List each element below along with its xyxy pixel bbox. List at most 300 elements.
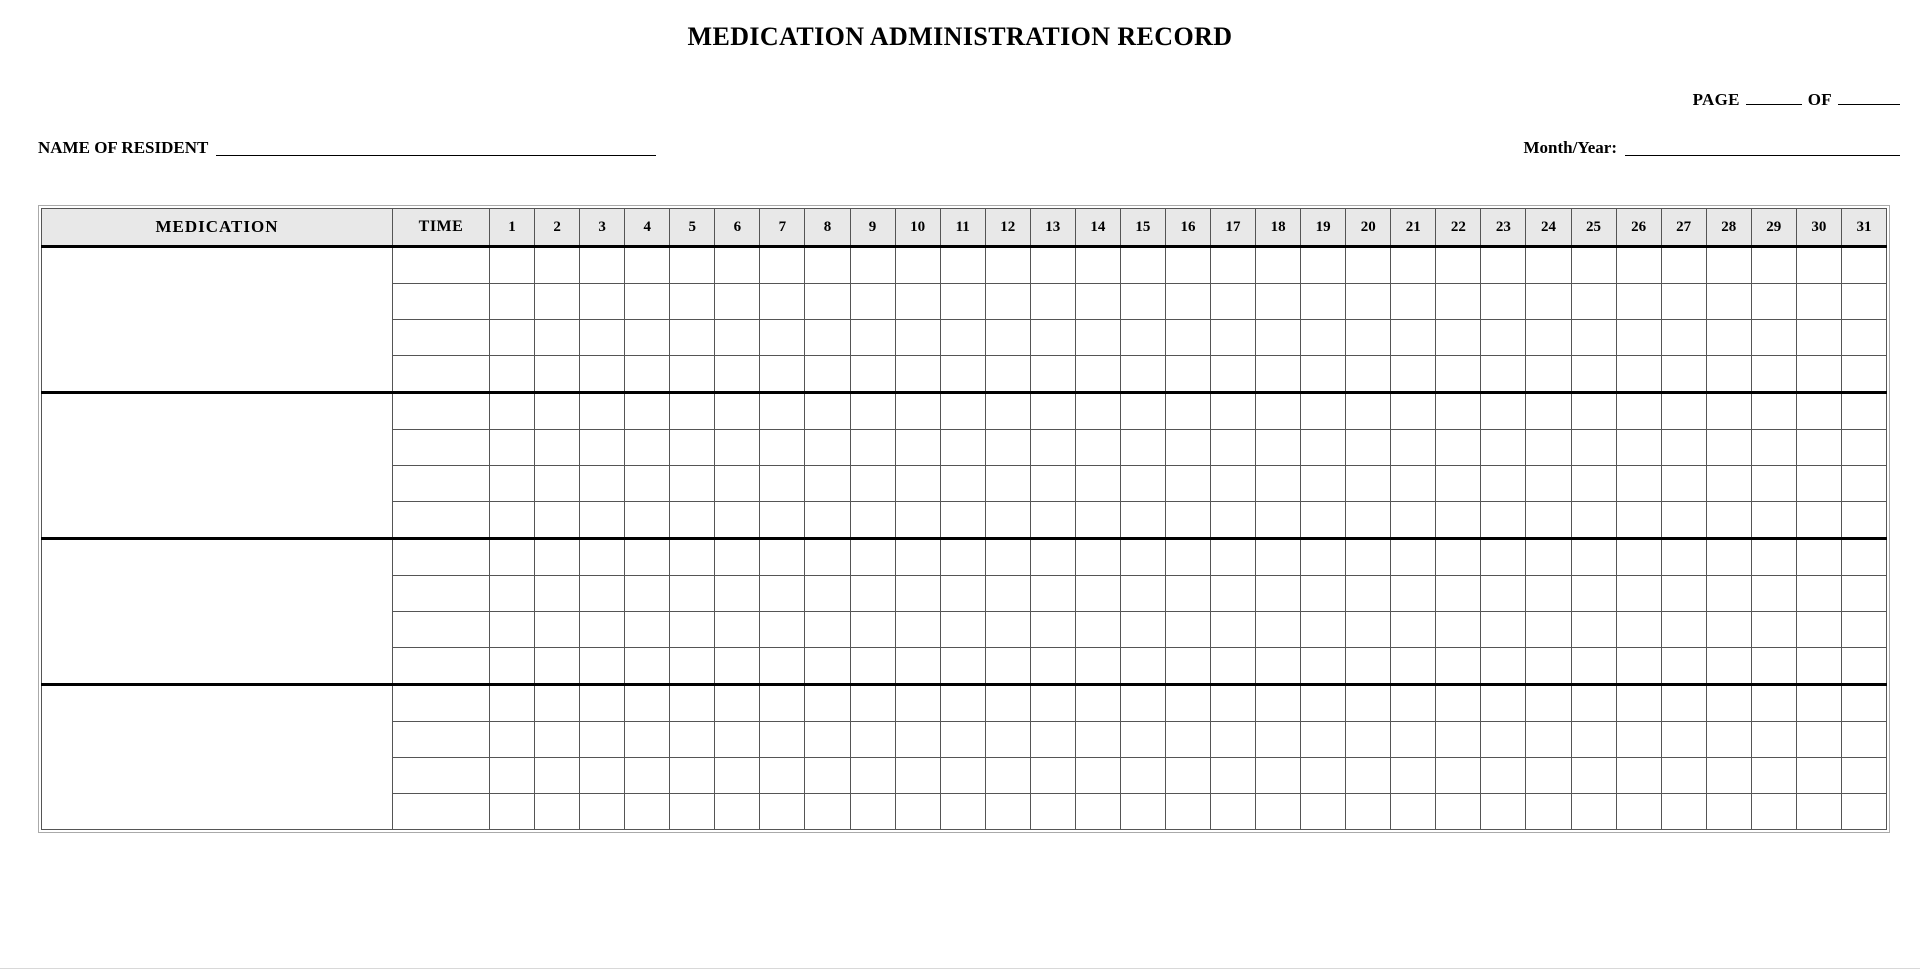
day-cell[interactable] [1346,393,1391,430]
day-cell[interactable] [1030,284,1075,320]
day-cell[interactable] [1211,320,1256,356]
day-cell[interactable] [760,320,805,356]
day-cell[interactable] [1211,539,1256,576]
day-cell[interactable] [1346,284,1391,320]
day-cell[interactable] [1481,758,1526,794]
day-cell[interactable] [805,758,850,794]
day-cell[interactable] [1165,320,1210,356]
day-cell[interactable] [1706,356,1751,393]
day-cell[interactable] [1256,356,1301,393]
day-cell[interactable] [1075,576,1120,612]
day-cell[interactable] [760,356,805,393]
day-cell[interactable] [985,393,1030,430]
day-cell[interactable] [1571,722,1616,758]
day-cell[interactable] [535,466,580,502]
day-cell[interactable] [1256,247,1301,284]
day-cell[interactable] [1301,612,1346,648]
day-cell[interactable] [1841,576,1886,612]
day-cell[interactable] [490,539,535,576]
day-cell[interactable] [1030,539,1075,576]
day-cell[interactable] [670,502,715,539]
day-cell[interactable] [985,794,1030,830]
day-cell[interactable] [1030,794,1075,830]
day-cell[interactable] [1301,320,1346,356]
day-cell[interactable] [670,539,715,576]
day-cell[interactable] [1165,356,1210,393]
day-cell[interactable] [1571,320,1616,356]
day-cell[interactable] [1616,356,1661,393]
day-cell[interactable] [1436,393,1481,430]
day-cell[interactable] [1301,393,1346,430]
day-cell[interactable] [1706,794,1751,830]
day-cell[interactable] [1301,794,1346,830]
day-cell[interactable] [1165,502,1210,539]
medication-name-cell[interactable] [42,685,393,830]
day-cell[interactable] [895,539,940,576]
day-cell[interactable] [1841,648,1886,685]
day-cell[interactable] [1256,393,1301,430]
day-cell[interactable] [1346,356,1391,393]
day-cell[interactable] [1796,685,1841,722]
day-cell[interactable] [850,758,895,794]
day-cell[interactable] [1030,612,1075,648]
day-cell[interactable] [1751,722,1796,758]
day-cell[interactable] [805,502,850,539]
day-cell[interactable] [1706,247,1751,284]
day-cell[interactable] [1030,356,1075,393]
day-cell[interactable] [1751,356,1796,393]
day-cell[interactable] [1436,466,1481,502]
day-cell[interactable] [1841,758,1886,794]
day-cell[interactable] [1661,320,1706,356]
day-cell[interactable] [895,794,940,830]
medication-name-cell[interactable] [42,393,393,539]
day-cell[interactable] [1075,393,1120,430]
day-cell[interactable] [1796,612,1841,648]
day-cell[interactable] [1571,393,1616,430]
day-cell[interactable] [490,685,535,722]
day-cell[interactable] [1211,648,1256,685]
day-cell[interactable] [1526,284,1571,320]
day-cell[interactable] [1301,247,1346,284]
day-cell[interactable] [895,612,940,648]
day-cell[interactable] [1616,794,1661,830]
day-cell[interactable] [1661,430,1706,466]
day-cell[interactable] [1030,648,1075,685]
day-cell[interactable] [715,393,760,430]
time-cell[interactable] [393,393,490,430]
day-cell[interactable] [535,320,580,356]
day-cell[interactable] [1571,356,1616,393]
day-cell[interactable] [1751,685,1796,722]
day-cell[interactable] [1526,430,1571,466]
day-cell[interactable] [1841,430,1886,466]
day-cell[interactable] [1481,502,1526,539]
day-cell[interactable] [625,722,670,758]
day-cell[interactable] [1075,430,1120,466]
day-cell[interactable] [1256,502,1301,539]
day-cell[interactable] [940,320,985,356]
day-cell[interactable] [715,430,760,466]
day-cell[interactable] [1301,502,1346,539]
page-number-field[interactable] [1746,103,1802,105]
day-cell[interactable] [895,284,940,320]
day-cell[interactable] [625,576,670,612]
day-cell[interactable] [1436,758,1481,794]
day-cell[interactable] [1661,576,1706,612]
day-cell[interactable] [1706,758,1751,794]
day-cell[interactable] [1661,685,1706,722]
day-cell[interactable] [1796,247,1841,284]
medication-name-cell[interactable] [42,539,393,685]
day-cell[interactable] [850,430,895,466]
day-cell[interactable] [490,284,535,320]
day-cell[interactable] [1256,722,1301,758]
day-cell[interactable] [985,758,1030,794]
day-cell[interactable] [715,539,760,576]
day-cell[interactable] [1346,320,1391,356]
day-cell[interactable] [1481,612,1526,648]
day-cell[interactable] [715,685,760,722]
day-cell[interactable] [940,356,985,393]
day-cell[interactable] [1481,466,1526,502]
day-cell[interactable] [1751,247,1796,284]
day-cell[interactable] [1571,612,1616,648]
day-cell[interactable] [580,320,625,356]
day-cell[interactable] [1796,502,1841,539]
day-cell[interactable] [985,430,1030,466]
day-cell[interactable] [1346,758,1391,794]
day-cell[interactable] [535,794,580,830]
day-cell[interactable] [1436,539,1481,576]
day-cell[interactable] [1436,685,1481,722]
day-cell[interactable] [985,685,1030,722]
day-cell[interactable] [1841,722,1886,758]
day-cell[interactable] [1346,612,1391,648]
day-cell[interactable] [580,393,625,430]
day-cell[interactable] [1526,539,1571,576]
day-cell[interactable] [1030,430,1075,466]
day-cell[interactable] [1661,356,1706,393]
time-cell[interactable] [393,576,490,612]
day-cell[interactable] [1165,576,1210,612]
day-cell[interactable] [1526,466,1571,502]
day-cell[interactable] [1436,612,1481,648]
day-cell[interactable] [940,612,985,648]
day-cell[interactable] [1841,284,1886,320]
day-cell[interactable] [1301,284,1346,320]
day-cell[interactable] [580,648,625,685]
day-cell[interactable] [490,247,535,284]
day-cell[interactable] [670,576,715,612]
day-cell[interactable] [1391,722,1436,758]
day-cell[interactable] [580,612,625,648]
day-cell[interactable] [670,393,715,430]
day-cell[interactable] [1706,466,1751,502]
day-cell[interactable] [985,284,1030,320]
day-cell[interactable] [850,612,895,648]
day-cell[interactable] [1616,612,1661,648]
day-cell[interactable] [1796,648,1841,685]
day-cell[interactable] [715,247,760,284]
day-cell[interactable] [1616,284,1661,320]
day-cell[interactable] [1120,539,1165,576]
time-cell[interactable] [393,685,490,722]
day-cell[interactable] [1571,466,1616,502]
day-cell[interactable] [1075,722,1120,758]
day-cell[interactable] [1616,320,1661,356]
day-cell[interactable] [1211,794,1256,830]
day-cell[interactable] [1706,430,1751,466]
day-cell[interactable] [850,722,895,758]
day-cell[interactable] [715,356,760,393]
day-cell[interactable] [1211,284,1256,320]
day-cell[interactable] [1075,320,1120,356]
time-cell[interactable] [393,539,490,576]
day-cell[interactable] [490,648,535,685]
day-cell[interactable] [1211,612,1256,648]
day-cell[interactable] [1211,758,1256,794]
day-cell[interactable] [1346,794,1391,830]
day-cell[interactable] [805,648,850,685]
day-cell[interactable] [1841,247,1886,284]
day-cell[interactable] [1616,466,1661,502]
day-cell[interactable] [1481,648,1526,685]
day-cell[interactable] [670,320,715,356]
day-cell[interactable] [1120,502,1165,539]
day-cell[interactable] [1436,356,1481,393]
day-cell[interactable] [1751,466,1796,502]
day-cell[interactable] [985,648,1030,685]
day-cell[interactable] [490,502,535,539]
day-cell[interactable] [760,648,805,685]
day-cell[interactable] [670,758,715,794]
day-cell[interactable] [940,794,985,830]
day-cell[interactable] [850,284,895,320]
day-cell[interactable] [1661,612,1706,648]
day-cell[interactable] [1120,685,1165,722]
day-cell[interactable] [940,466,985,502]
day-cell[interactable] [1165,430,1210,466]
day-cell[interactable] [1841,794,1886,830]
day-cell[interactable] [1571,685,1616,722]
day-cell[interactable] [1211,685,1256,722]
day-cell[interactable] [1796,430,1841,466]
day-cell[interactable] [535,539,580,576]
day-cell[interactable] [1751,284,1796,320]
day-cell[interactable] [1571,539,1616,576]
day-cell[interactable] [1481,430,1526,466]
day-cell[interactable] [805,466,850,502]
time-cell[interactable] [393,284,490,320]
day-cell[interactable] [760,284,805,320]
day-cell[interactable] [1030,758,1075,794]
day-cell[interactable] [1706,393,1751,430]
day-cell[interactable] [1256,430,1301,466]
day-cell[interactable] [940,247,985,284]
day-cell[interactable] [1481,393,1526,430]
day-cell[interactable] [1661,794,1706,830]
day-cell[interactable] [490,320,535,356]
day-cell[interactable] [490,794,535,830]
day-cell[interactable] [1436,430,1481,466]
day-cell[interactable] [625,430,670,466]
day-cell[interactable] [1075,758,1120,794]
day-cell[interactable] [1346,502,1391,539]
day-cell[interactable] [1075,685,1120,722]
day-cell[interactable] [895,356,940,393]
day-cell[interactable] [715,466,760,502]
day-cell[interactable] [1075,466,1120,502]
day-cell[interactable] [805,393,850,430]
day-cell[interactable] [1256,320,1301,356]
day-cell[interactable] [535,356,580,393]
day-cell[interactable] [625,794,670,830]
day-cell[interactable] [1120,320,1165,356]
day-cell[interactable] [805,722,850,758]
time-cell[interactable] [393,466,490,502]
day-cell[interactable] [805,430,850,466]
day-cell[interactable] [1301,430,1346,466]
day-cell[interactable] [715,794,760,830]
day-cell[interactable] [850,466,895,502]
day-cell[interactable] [490,722,535,758]
day-cell[interactable] [1571,758,1616,794]
day-cell[interactable] [1120,430,1165,466]
day-cell[interactable] [1481,284,1526,320]
day-cell[interactable] [1661,539,1706,576]
day-cell[interactable] [670,648,715,685]
day-cell[interactable] [625,284,670,320]
day-cell[interactable] [1165,284,1210,320]
day-cell[interactable] [1211,393,1256,430]
day-cell[interactable] [1796,393,1841,430]
day-cell[interactable] [805,539,850,576]
day-cell[interactable] [895,722,940,758]
day-cell[interactable] [1751,320,1796,356]
day-cell[interactable] [1706,320,1751,356]
day-cell[interactable] [760,393,805,430]
day-cell[interactable] [1256,576,1301,612]
day-cell[interactable] [1211,502,1256,539]
day-cell[interactable] [1030,722,1075,758]
day-cell[interactable] [490,430,535,466]
day-cell[interactable] [1436,794,1481,830]
day-cell[interactable] [1211,466,1256,502]
day-cell[interactable] [1571,502,1616,539]
day-cell[interactable] [535,393,580,430]
day-cell[interactable] [1256,758,1301,794]
day-cell[interactable] [1661,758,1706,794]
day-cell[interactable] [850,356,895,393]
day-cell[interactable] [1751,648,1796,685]
day-cell[interactable] [985,612,1030,648]
time-cell[interactable] [393,722,490,758]
day-cell[interactable] [715,758,760,794]
day-cell[interactable] [1391,576,1436,612]
day-cell[interactable] [1616,685,1661,722]
day-cell[interactable] [805,356,850,393]
day-cell[interactable] [1165,247,1210,284]
day-cell[interactable] [625,502,670,539]
day-cell[interactable] [760,685,805,722]
day-cell[interactable] [895,247,940,284]
day-cell[interactable] [805,794,850,830]
day-cell[interactable] [1571,247,1616,284]
day-cell[interactable] [1391,284,1436,320]
day-cell[interactable] [1706,502,1751,539]
day-cell[interactable] [850,539,895,576]
day-cell[interactable] [985,247,1030,284]
day-cell[interactable] [535,722,580,758]
day-cell[interactable] [1661,284,1706,320]
day-cell[interactable] [670,794,715,830]
day-cell[interactable] [1391,758,1436,794]
day-cell[interactable] [1120,576,1165,612]
month-year-field[interactable] [1625,154,1900,156]
day-cell[interactable] [1661,722,1706,758]
day-cell[interactable] [1120,794,1165,830]
day-cell[interactable] [1120,356,1165,393]
day-cell[interactable] [490,576,535,612]
day-cell[interactable] [1120,648,1165,685]
day-cell[interactable] [1211,356,1256,393]
day-cell[interactable] [760,758,805,794]
day-cell[interactable] [1346,539,1391,576]
day-cell[interactable] [1165,794,1210,830]
day-cell[interactable] [1841,612,1886,648]
day-cell[interactable] [1030,247,1075,284]
day-cell[interactable] [580,539,625,576]
day-cell[interactable] [1346,466,1391,502]
day-cell[interactable] [1706,648,1751,685]
day-cell[interactable] [1706,576,1751,612]
day-cell[interactable] [895,648,940,685]
day-cell[interactable] [1796,466,1841,502]
day-cell[interactable] [760,247,805,284]
day-cell[interactable] [1391,685,1436,722]
day-cell[interactable] [1391,539,1436,576]
day-cell[interactable] [760,539,805,576]
day-cell[interactable] [1436,320,1481,356]
day-cell[interactable] [625,758,670,794]
day-cell[interactable] [940,648,985,685]
day-cell[interactable] [850,648,895,685]
day-cell[interactable] [1796,539,1841,576]
day-cell[interactable] [760,466,805,502]
day-cell[interactable] [1075,284,1120,320]
day-cell[interactable] [895,685,940,722]
day-cell[interactable] [1120,758,1165,794]
day-cell[interactable] [580,502,625,539]
day-cell[interactable] [760,576,805,612]
day-cell[interactable] [1165,722,1210,758]
day-cell[interactable] [1075,794,1120,830]
day-cell[interactable] [1841,466,1886,502]
time-cell[interactable] [393,502,490,539]
day-cell[interactable] [1436,247,1481,284]
day-cell[interactable] [1075,539,1120,576]
time-cell[interactable] [393,794,490,830]
day-cell[interactable] [625,356,670,393]
day-cell[interactable] [1211,576,1256,612]
day-cell[interactable] [670,247,715,284]
day-cell[interactable] [1571,794,1616,830]
day-cell[interactable] [1120,612,1165,648]
day-cell[interactable] [1706,284,1751,320]
day-cell[interactable] [1075,648,1120,685]
day-cell[interactable] [760,430,805,466]
